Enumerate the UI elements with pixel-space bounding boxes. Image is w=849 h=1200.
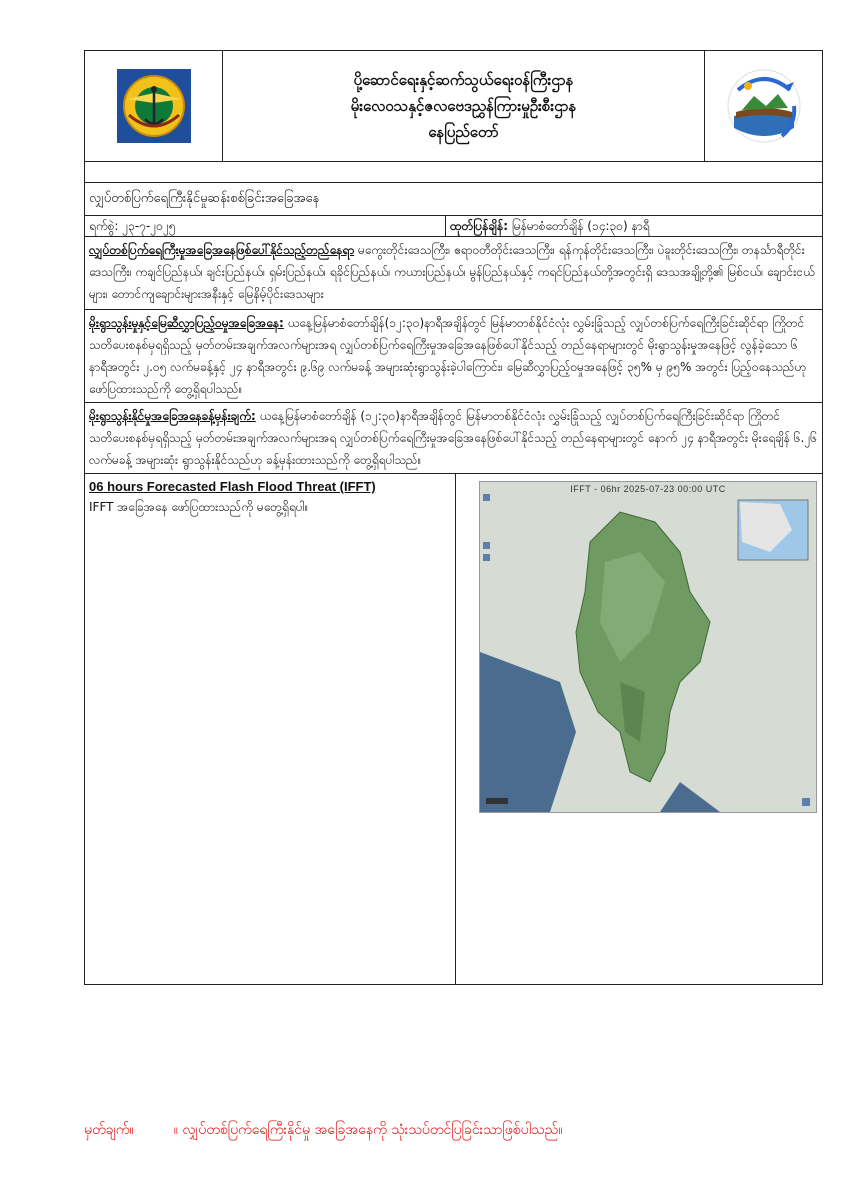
forecast-estimate-label: မိုးရွာသွန်းနိုင်မှုအခြေအနေခန့်မှန်းချက်: [89,409,256,423]
ifft-title: 06 hours Forecasted Flash Flood Threat (IFFT) [89,479,376,494]
rainfall-section [85,310,822,403]
header-line-2: မိုးလေဝသနှင့်ဇလဗေဒညွှန်ကြားမှုဦးစီးဌာန [350,97,577,115]
footer-note-text: ။ လျှပ်တစ်ပြက်ရေကြီးနိုင်မှု အခြေအနေကို သုံးသပ်တင်ပြခြင်းသာဖြစ်ပါသည်။ [173,1122,563,1138]
department-logo-icon [705,51,822,161]
ifft-map-title: IFFT - 06hr 2025-07-23 00:00 UTC [570,484,726,494]
ifft-section [85,474,822,984]
issue-time [446,216,822,236]
report-date: ရက်စွဲ: ၂၃-၇-၂၀၂၅ [85,216,446,236]
report-frame [84,50,823,985]
report-header [85,51,822,162]
forecast-estimate-section [85,403,822,474]
header-spacer [85,162,822,183]
rainfall-label: မိုးရွာသွန်းမှုနှင့်မြေဆီလွှာပြည့်ဝမှုအခြေအနေ: [89,316,284,330]
header-line-1: ပို့ဆောင်ရေးနှင့်ဆက်သွယ်ရေးဝန်ကြီးဌာန [353,71,574,89]
issue-time-value: မြန်မာစံတော်ချိန် (၁၄:၃၀) နာရီ [508,219,650,233]
rainfall-text: ယနေ့မြန်မာစံတော်ချိန်(၁၂:၃၀)နာရီအချိန်တွင် မြန်မာတစ်နိုင်ငံလုံး လွှမ်းခြုံသည့် လျှပ်တစ်ပြက်ရေကြီးခြင်းဆိုင်ရာ ကြိုတင်သတိပေးစနစ်မှရရှိသည့် မှတ်တမ်းအချက်အလက်များအရ လျှပ်တစ်ပြက်ရေကြီးမှုအခြေအနေဖြစ်ပေါ်နိုင်သည့် တည်နေရာများတွင် မိုးရွာသွန်းမှုအနေဖြင့် လွန်ခဲ့သော ၆ နာရီအတွင်း ၂.၀၅ လက်မခန့်နှင့် ၂၄ နာရီအတွင်း ၉.၆၉ လက်မခန့် အများဆုံးရွာသွန်းခဲ့ပါကြောင်း၊ မြေဆီလွှာပြည့်ဝမှုအနေဖြင့် ၃၅% မှ ၉၅% အတွင်း ပြည့်ဝနေသည်ဟု ဖော်ပြထားသည်ကို တွေ့ရှိရပါသည်။ [89,316,807,396]
ifft-status: IFFT အခြေအနေ ဖော်ပြထားသည်ကို မတွေ့ရှိရပါ။ [89,500,309,514]
footer-note-label: မှတ်ချက်။ [84,1122,134,1138]
header-title [222,51,705,161]
footer-note [84,1120,562,1141]
ifft-map-column [456,474,822,984]
ifft-text-column [85,474,456,984]
ifft-map[interactable] [479,481,817,813]
risk-area-label: လျှပ်တစ်ပြက်ရေကြီးမှုအခြေအနေဖြစ်ပေါ်နိုင်သည့်တည်နေရာ [89,243,355,257]
risk-area-text: မကွေးတိုင်းဒေသကြီး၊ ဧရာဝတီတိုင်းဒေသကြီး၊ ရန်ကုန်တိုင်းဒေသကြီး၊ ပဲခူးတိုင်းဒေသကြီး၊ တနင်္သာရီတိုင်းဒေသကြီး၊ ကချင်ပြည်နယ်၊ ချင်းပြည်နယ်၊ ရှမ်းပြည်နယ်၊ ရခိုင်ပြည်နယ်၊ ကယားပြည်နယ်၊ မွန်ပြည်နယ်နှင့် ကရင်ပြည်နယ်တို့အတွင်းရှိ ဒေသအချို့တို့၏ မြစ်ငယ်၊ ချောင်းငယ်များ၊ တောင်ကျချောင်းများအနီးနှင့် မြေနိမ့်ပိုင်းဒေသများ [89,243,815,301]
issue-time-label: ထုတ်ပြန်ချိန်: [450,219,509,233]
report-title: လျှပ်တစ်ပြက်ရေကြီးနိုင်မှုဆန်းစစ်ခြင်းအခြေအနေ [85,183,822,216]
date-issue-row [85,216,822,237]
risk-area-section [85,237,822,310]
header-line-3: နေပြည်တော် [428,123,499,141]
ministry-logo-icon [85,51,222,161]
forecast-estimate-text: ယနေ့မြန်မာစံတော်ချိန် (၁၂:၃၀)နာရီအချိန်တွင် မြန်မာတစ်နိုင်ငံလုံး လွှမ်းခြုံသည့် လျှပ်တစ်ပြက်ရေကြီးခြင်းဆိုင်ရာ ကြိုတင်သတိပေးစနစ်မှရရှိသည့် မှတ်တမ်းအချက်အလက်များအရ လျှပ်တစ်ပြက်ရေကြီးမှုအခြေအနေဖြစ်ပေါ်နိုင်သည့် တည်နေရာများတွင် နောက် ၂၄ နာရီအတွင်း မိုးရေချိန် ၆.၂၆ လက်မခန့် အများဆုံး ရွာသွန်းနိုင်သည်ဟု ခန့်မှန်းထားသည်ကို တွေ့ရှိရပါသည်။ [89,409,817,467]
